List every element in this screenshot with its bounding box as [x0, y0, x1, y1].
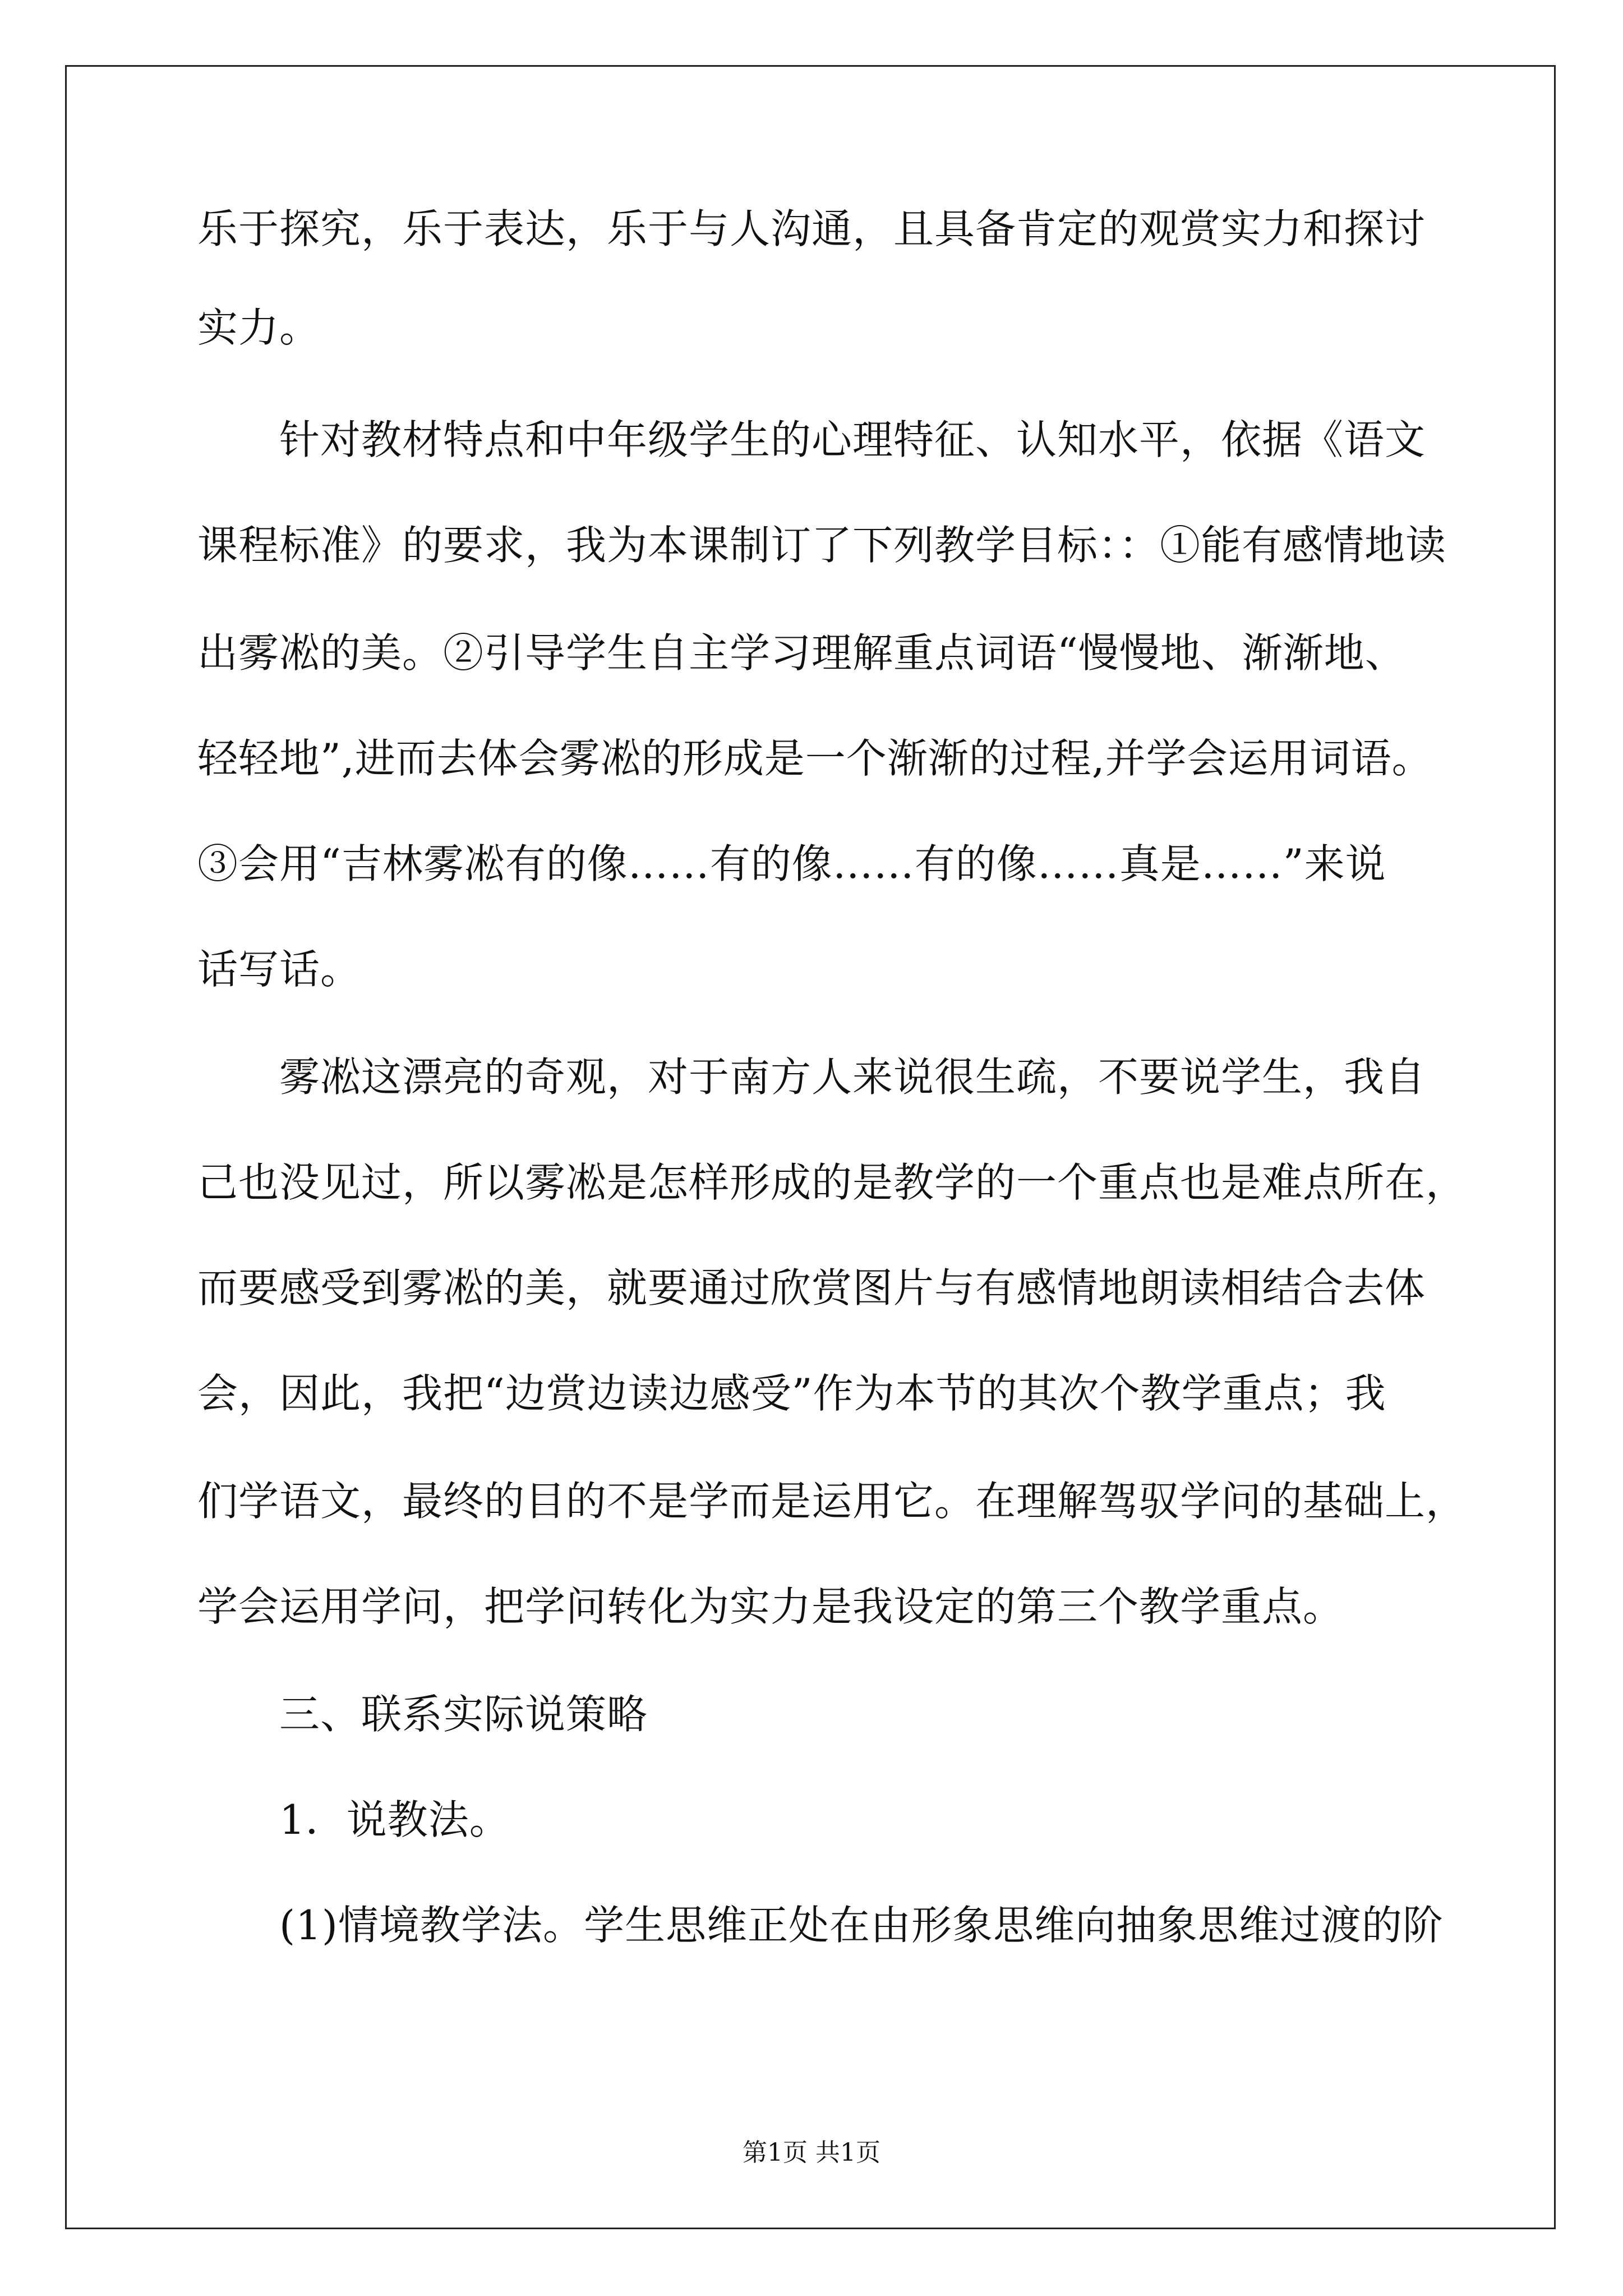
paragraph-start-line: 雾凇这漂亮的奇观，对于南方人来说很生疏，不要说学生，我自	[279, 1053, 1426, 1101]
text-line: 实力。	[197, 304, 321, 351]
text-line: 课程标准》的要求，我为本课制订了下列教学目标：：①能有感情地读	[197, 522, 1447, 569]
text-line: 而要感受到雾凇的美，就要通过欣赏图片与有感情地朗读相结合去体	[197, 1264, 1426, 1312]
text-line: 们学语文，最终的目的不是学而是运用它。在理解驾驭学问的基础上，	[197, 1478, 1467, 1525]
paragraph-start-line: (1)情境教学法。学生思维正处在由形象思维向抽象思维过渡的阶	[279, 1902, 1444, 1949]
section-heading: 三、联系实际说策略	[279, 1691, 648, 1738]
text-line: 出雾凇的美。②引导学生自主学习理解重点词语“慢慢地、渐渐地、	[197, 629, 1406, 677]
paragraph-start-line: 针对教材特点和中年级学生的心理特征、认知水平，依据《语文	[279, 416, 1426, 463]
text-line: 轻轻地”,进而去体会雾凇的形成是一个渐渐的过程,并学会运用词语。	[197, 735, 1433, 782]
text-line: ③会用“吉林雾凇有的像……有的像……有的像……真是……”来说	[197, 840, 1386, 887]
text-line: 话写话。	[197, 946, 362, 993]
text-line: 会，因此，我把“边赏边读边感受”作为本节的其次个教学重点；我	[197, 1370, 1386, 1417]
text-line: 乐于探究，乐于表达，乐于与人沟通，且具备肯定的观赏实力和探讨	[197, 205, 1426, 252]
page-footer: 第1页 共1页	[743, 2138, 880, 2167]
text-line: 己也没见过，所以雾凇是怎样形成的是教学的一个重点也是难点所在，	[197, 1159, 1467, 1206]
text-line: 学会运用学问，把学问转化为实力是我设定的第三个教学重点。	[197, 1583, 1344, 1630]
subsection-heading: 1．说教法。	[279, 1796, 510, 1843]
